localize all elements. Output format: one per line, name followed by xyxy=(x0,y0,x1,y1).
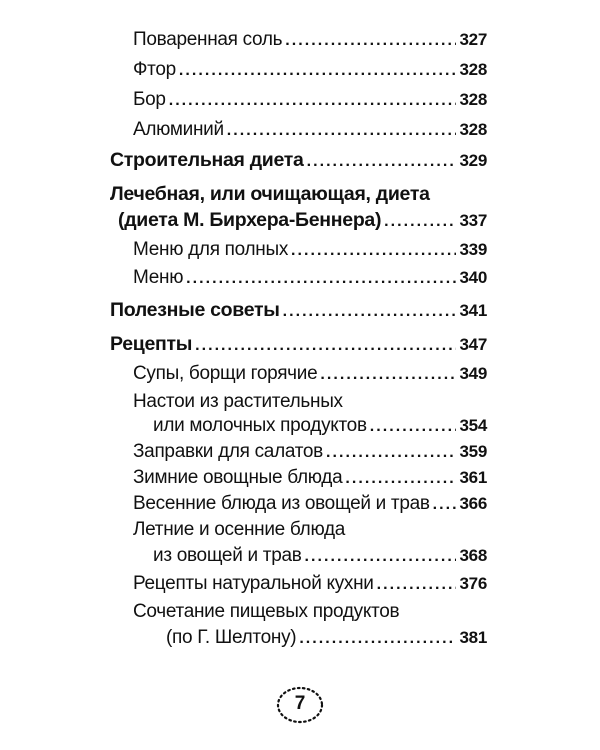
toc-leader-dots xyxy=(377,573,456,597)
page-number-badge xyxy=(270,683,330,727)
toc-leader-dots xyxy=(227,119,456,143)
toc-entry-page: 381 xyxy=(459,628,487,647)
page-number: 7 xyxy=(294,693,306,714)
toc-entry-title: или молочных продуктов xyxy=(153,415,367,436)
toc-leader-dots xyxy=(179,59,456,83)
toc-leader-dots xyxy=(433,493,456,517)
toc-entry-natural-cuisine xyxy=(133,572,487,597)
toc-entry-title: (по Г. Шелтону) xyxy=(166,627,297,648)
toc-entry-title: Строительная диета xyxy=(110,149,304,171)
toc-entry-title-line1: Лечебная, или очищающая, диета xyxy=(110,183,430,205)
toc-entry-summer-autumn-dishes xyxy=(153,544,487,569)
toc-entry-title: из овощей и трав xyxy=(153,545,302,566)
toc-leader-dots xyxy=(305,545,456,569)
toc-entry-page: 327 xyxy=(459,30,487,49)
toc-entry-recipes xyxy=(110,332,487,358)
toc-entry-winter-dishes xyxy=(133,466,487,491)
toc-entry-menu xyxy=(133,266,487,291)
toc-entry-food-combining xyxy=(166,626,487,651)
toc-entry-useful-tips xyxy=(110,298,487,324)
toc-entry-page: 339 xyxy=(459,240,487,259)
toc-entry-fluorine xyxy=(133,58,487,83)
toc-entry-page: 328 xyxy=(459,120,487,139)
toc-entry-title: Полезные советы xyxy=(110,299,280,321)
toc-entry-building-diet xyxy=(110,148,487,174)
toc-entry-boron xyxy=(133,88,487,113)
toc-leader-dots xyxy=(186,267,455,291)
toc-entry-title: Фтор xyxy=(133,59,176,80)
toc-entry-title: Поваренная соль xyxy=(133,29,283,50)
toc-entry-menu-for-overweight xyxy=(133,238,487,263)
toc-entry-page: 376 xyxy=(459,574,487,593)
toc-entry-salad-dressings xyxy=(133,440,487,465)
toc-leader-dots xyxy=(345,467,455,491)
toc-leader-dots xyxy=(384,210,455,234)
toc-entry-page: 328 xyxy=(459,60,487,79)
toc-entry-page: 368 xyxy=(459,546,487,565)
toc-entry-title: Весенние блюда из овощей и трав xyxy=(133,493,430,514)
toc-entry-title-line1: Настои из растительных xyxy=(133,391,343,412)
toc-entry-title: Заправки для салатов xyxy=(133,441,323,462)
toc-entry-page: 347 xyxy=(459,335,487,354)
toc-entry-spring-dishes xyxy=(133,492,487,517)
toc-entry-page: 361 xyxy=(459,468,487,487)
toc-entry-page: 366 xyxy=(459,494,487,513)
toc-entry-page: 328 xyxy=(459,90,487,109)
toc-leader-dots xyxy=(283,300,456,324)
toc-entry-infusions xyxy=(153,414,487,439)
toc-entry-title: Бор xyxy=(133,89,166,110)
toc-entry-hot-soups xyxy=(133,362,487,387)
toc-leader-dots xyxy=(195,334,455,358)
toc-entry-page: 340 xyxy=(459,268,487,287)
toc-entry-page: 349 xyxy=(459,364,487,383)
toc-entry-title: Рецепты натуральной кухни xyxy=(133,573,374,594)
toc-leader-dots xyxy=(320,363,455,387)
toc-leader-dots xyxy=(370,415,456,439)
toc-entry-title: Супы, борщи горячие xyxy=(133,363,318,384)
toc-entry-title: (диета М. Бирхера-Беннера) xyxy=(118,209,382,231)
toc-entry-title: Меню для полных xyxy=(133,239,289,260)
toc-leader-dots xyxy=(307,150,456,174)
toc-entry-page: 341 xyxy=(459,301,487,320)
toc-leader-dots xyxy=(326,441,456,465)
toc-entry-aluminium xyxy=(133,118,487,143)
toc-leader-dots xyxy=(299,627,455,651)
toc-entry-title-line1: Летние и осенние блюда xyxy=(133,519,346,540)
toc-entry-title: Зимние овощные блюда xyxy=(133,467,343,488)
toc-leader-dots xyxy=(285,29,455,53)
toc-leader-dots xyxy=(169,89,456,113)
toc-entry-title: Меню xyxy=(133,267,184,288)
toc-entry-title: Рецепты xyxy=(110,333,193,355)
toc-entry-salt xyxy=(133,28,487,53)
toc-entry-page: 354 xyxy=(459,416,487,435)
toc-entry-page: 329 xyxy=(459,151,487,170)
toc-entry-page: 359 xyxy=(459,442,487,461)
toc-leader-dots xyxy=(291,239,455,263)
toc-entry-cleansing-diet xyxy=(118,208,487,234)
toc-entry-title-line1: Сочетание пищевых продуктов xyxy=(133,601,400,622)
toc-entry-page: 337 xyxy=(459,211,487,230)
toc-entry-title: Алюминий xyxy=(133,119,224,140)
